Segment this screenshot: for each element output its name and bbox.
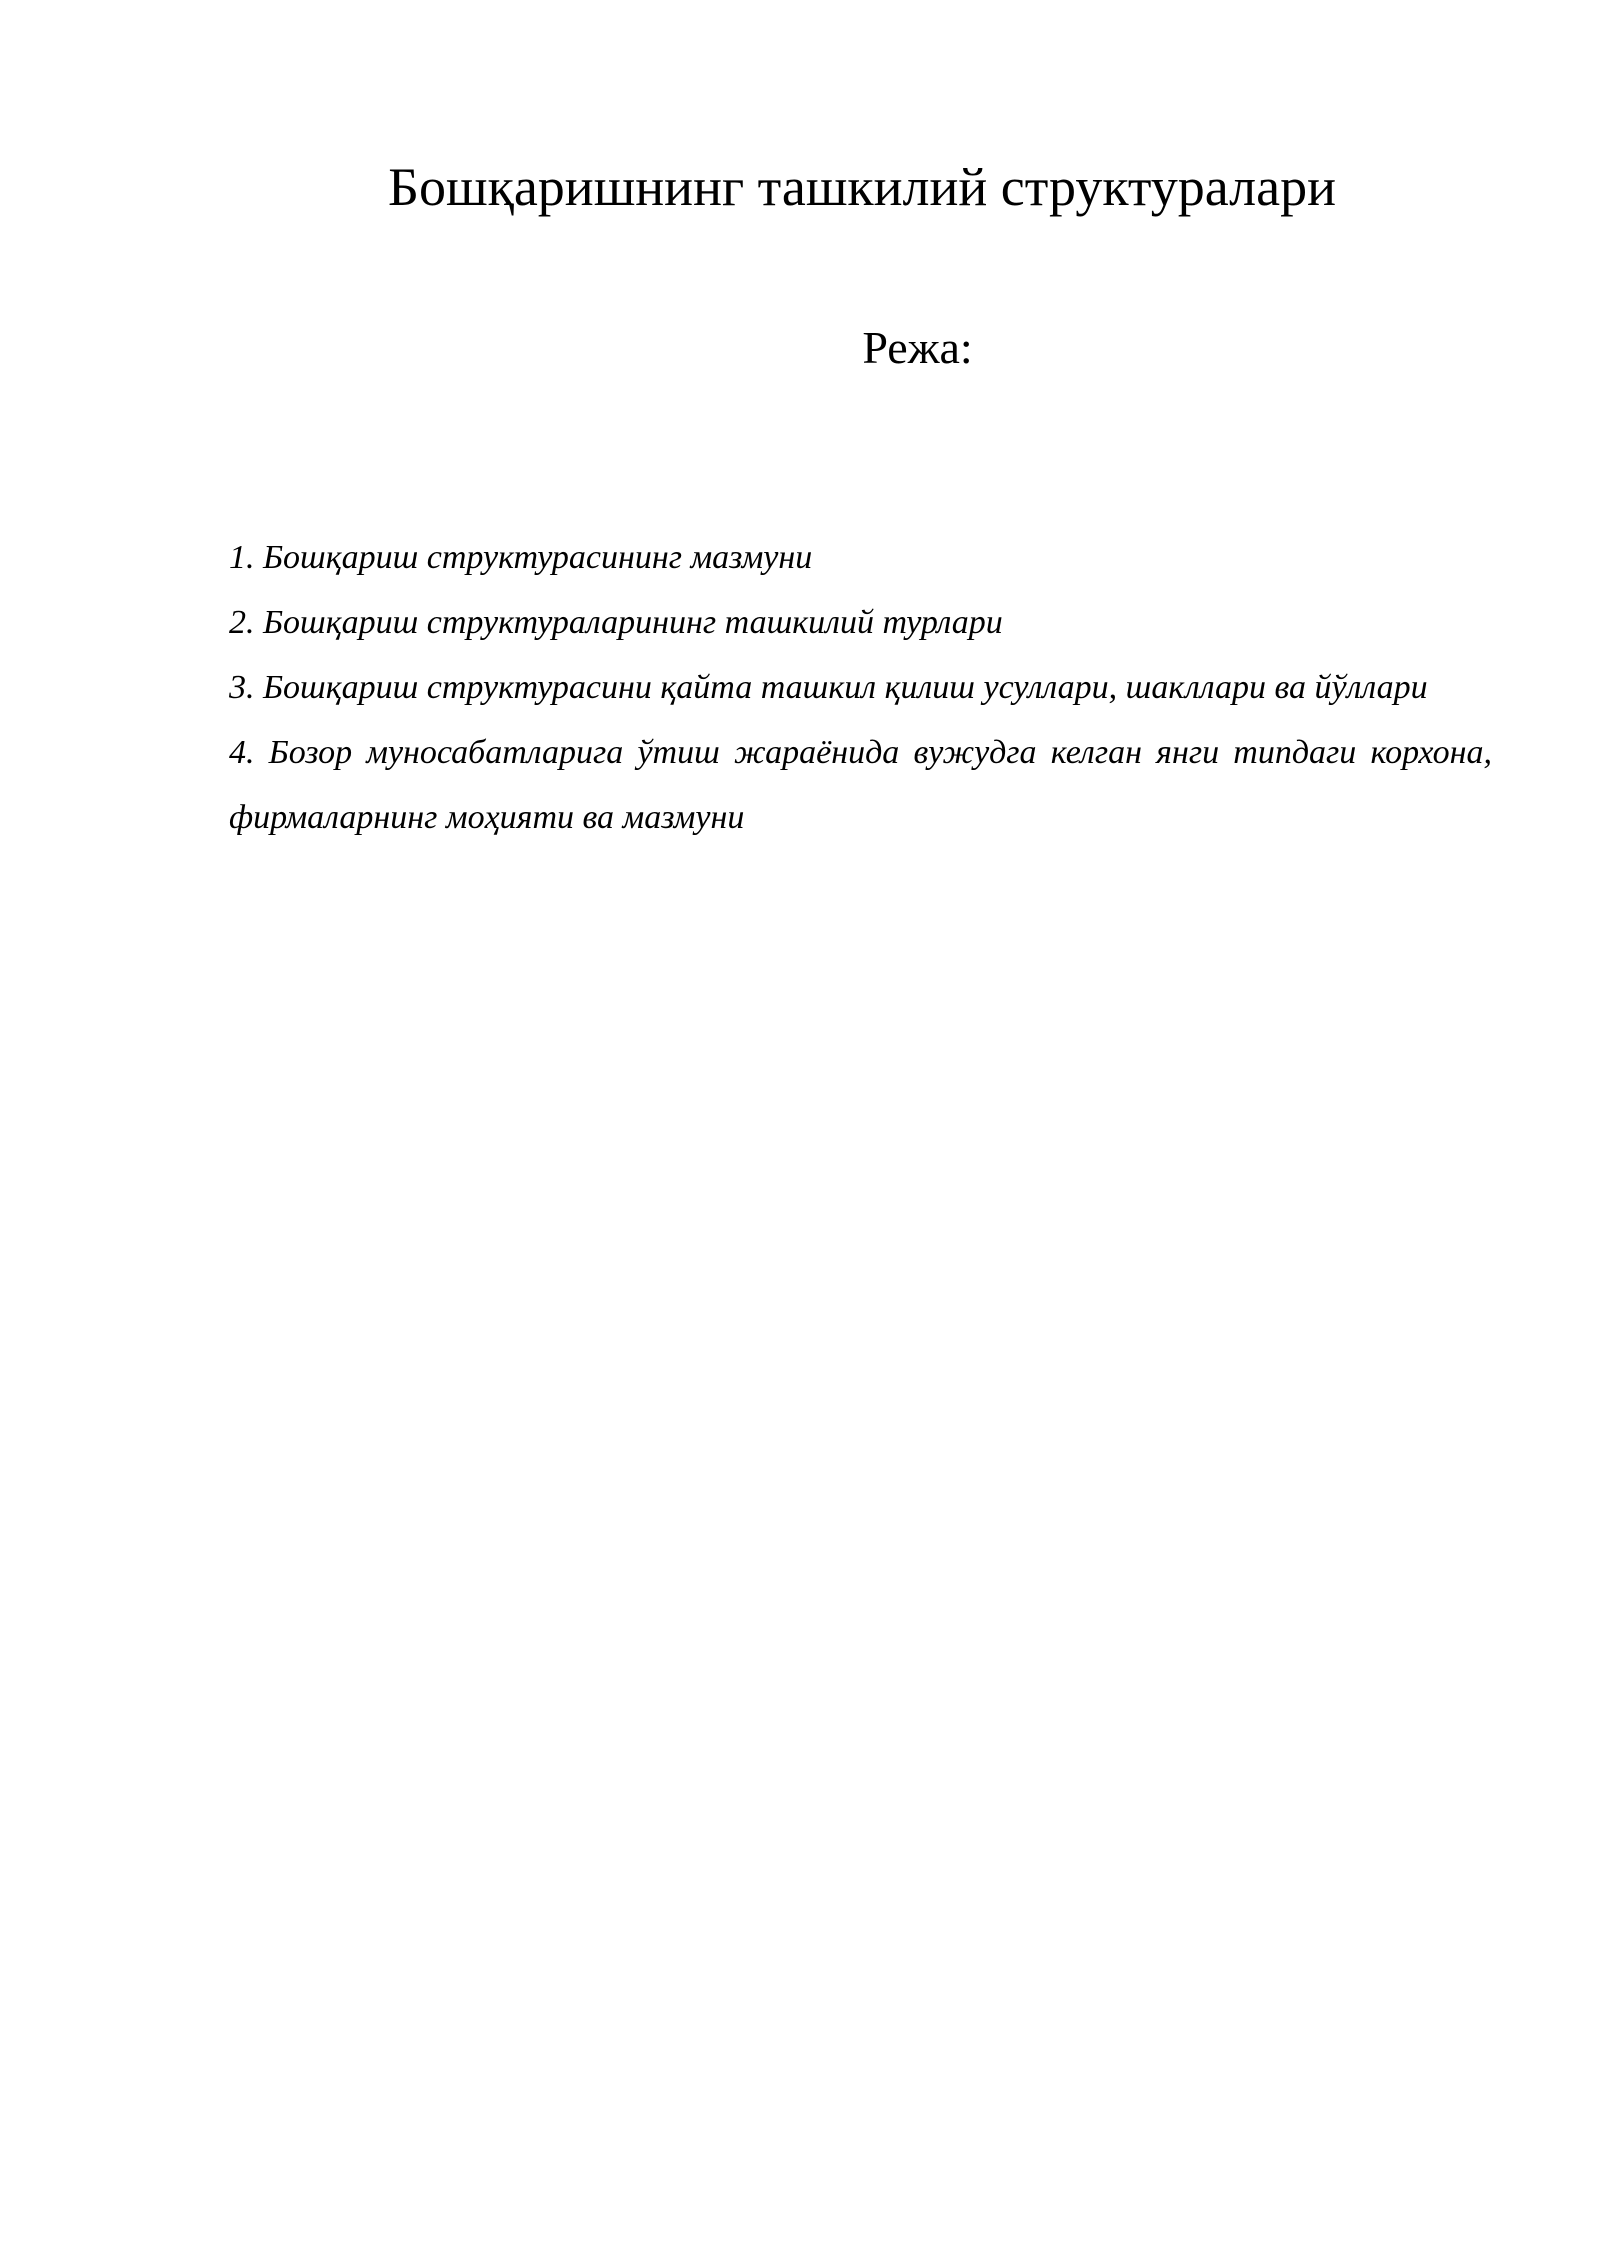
- plan-heading: Режа:: [862, 322, 973, 373]
- plan-item-2: 2. Бошқариш структураларининг ташкилий турлари: [229, 604, 1003, 641]
- plan-list: [229, 525, 1492, 850]
- plan-item-1: 1. Бошқариш структурасининг мазмуни: [229, 539, 813, 576]
- plan-item-4: 4. Бозор муносабатларига ўтиш жараёнида вужудга келган янги типдаги корхона, фирмаларнинг моҳияти ва мазмуни: [229, 734, 1492, 836]
- plan-item-3: 3. Бошқариш структурасини қайта ташкил қилиш усуллари, шакллари ва йўллари: [229, 669, 1428, 706]
- document-title: Бошқаришнинг ташкилий структуралари: [388, 157, 1336, 217]
